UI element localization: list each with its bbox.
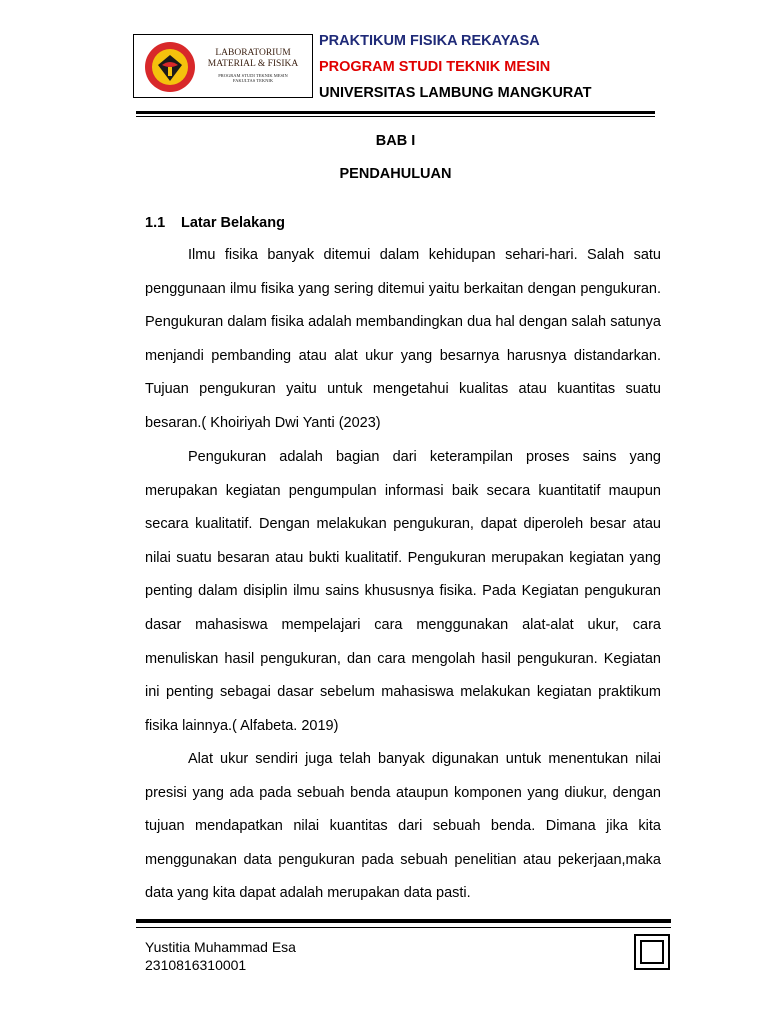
lab-logo-box — [133, 34, 313, 98]
paragraph-3: Alat ukur sendiri juga telah banyak digunakan untuk menentukan nilai presisi yang ada pada sebuah benda ataupun komponen yang diukur, dengan tujuan mendapatkan nilai kuantitas dari sebuah benda. Dimana jika kita menggunakan data pengukuran pada sebuah penelitian atau pekerjaan,maka data yang kita dapat adalah merupakan data pasti. — [145, 751, 661, 902]
header-divider-thin — [136, 116, 655, 117]
page-number-box-inner — [640, 940, 664, 964]
lab-subtitle-line2: FAKULTAS TEKNIK — [232, 78, 274, 83]
header-divider-thick — [136, 111, 655, 114]
header-program-title: PROGRAM STUDI TEKNIK MESIN — [319, 59, 551, 75]
university-emblem-icon — [144, 41, 196, 93]
paragraph-2: Pengukuran adalah bagian dari keterampilan proses sains yang merupakan kegiatan pengumpulan informasi baik secara kuantitatif maupun secara kualitatif. Dengan melakukan pengukuran, dapat diperoleh besar atau nilai suatu besaran atau bukti kualitatif. Pengukuran merupakan kegiatan yang penting dalam disiplin ilmu sains khususnya fisika. Pada Kegiatan pengukuran dasar mahasiswa mempelajari cara menggunakan alat-alat ukur, cara menuliskan hasil pengukuran, dan cara mengolah hasil pengukuran. Kegiatan ini penting sebagai dasar sebelum mahasiswa melakukan kegiatan praktikum fisika lainnya.( Alfabeta. 2019) — [145, 449, 661, 734]
section-heading — [145, 215, 285, 231]
section-title: Latar Belakang — [181, 215, 285, 231]
chapter-number: BAB I — [375, 133, 416, 149]
lab-subtitle-line1: PROGRAM STUDI TEKNIK MESIN — [218, 73, 288, 78]
footer-student-id: 2310816310001 — [145, 957, 247, 973]
chapter-title: PENDAHULUAN — [339, 166, 452, 182]
lab-name-line2: MATERIAL & FISIKA — [207, 59, 299, 69]
footer-divider-thin — [136, 927, 671, 928]
lab-subtitle — [198, 73, 308, 83]
paragraph-1: Ilmu fisika banyak ditemui dalam kehidupan sehari-hari. Salah satu penggunaan ilmu fisika yang sering ditemui yaitu berkaitan dengan pengukuran. Pengukuran dalam fisika adalah membandingkan dua hal dengan salah satunya menjandi pembanding atau alat ukur yang besarnya harusnya distandarkan. Tujuan pengukuran yaitu untuk mengetahui kualitas atau kuantitas suatu besaran.( Khoiriyah Dwi Yanti (2023) — [145, 247, 661, 431]
section-number: 1.1 — [145, 215, 166, 231]
footer-author: Yustitia Muhammad Esa — [145, 939, 296, 955]
header-course-title: PRAKTIKUM FISIKA REKAYASA — [319, 33, 540, 49]
header-university-title: UNIVERSITAS LAMBUNG MANGKURAT — [319, 85, 592, 101]
footer-divider-thick — [136, 919, 671, 923]
lab-name — [198, 48, 308, 70]
page-number-box — [634, 934, 670, 970]
lab-name-line1: LABORATORIUM — [215, 48, 291, 58]
